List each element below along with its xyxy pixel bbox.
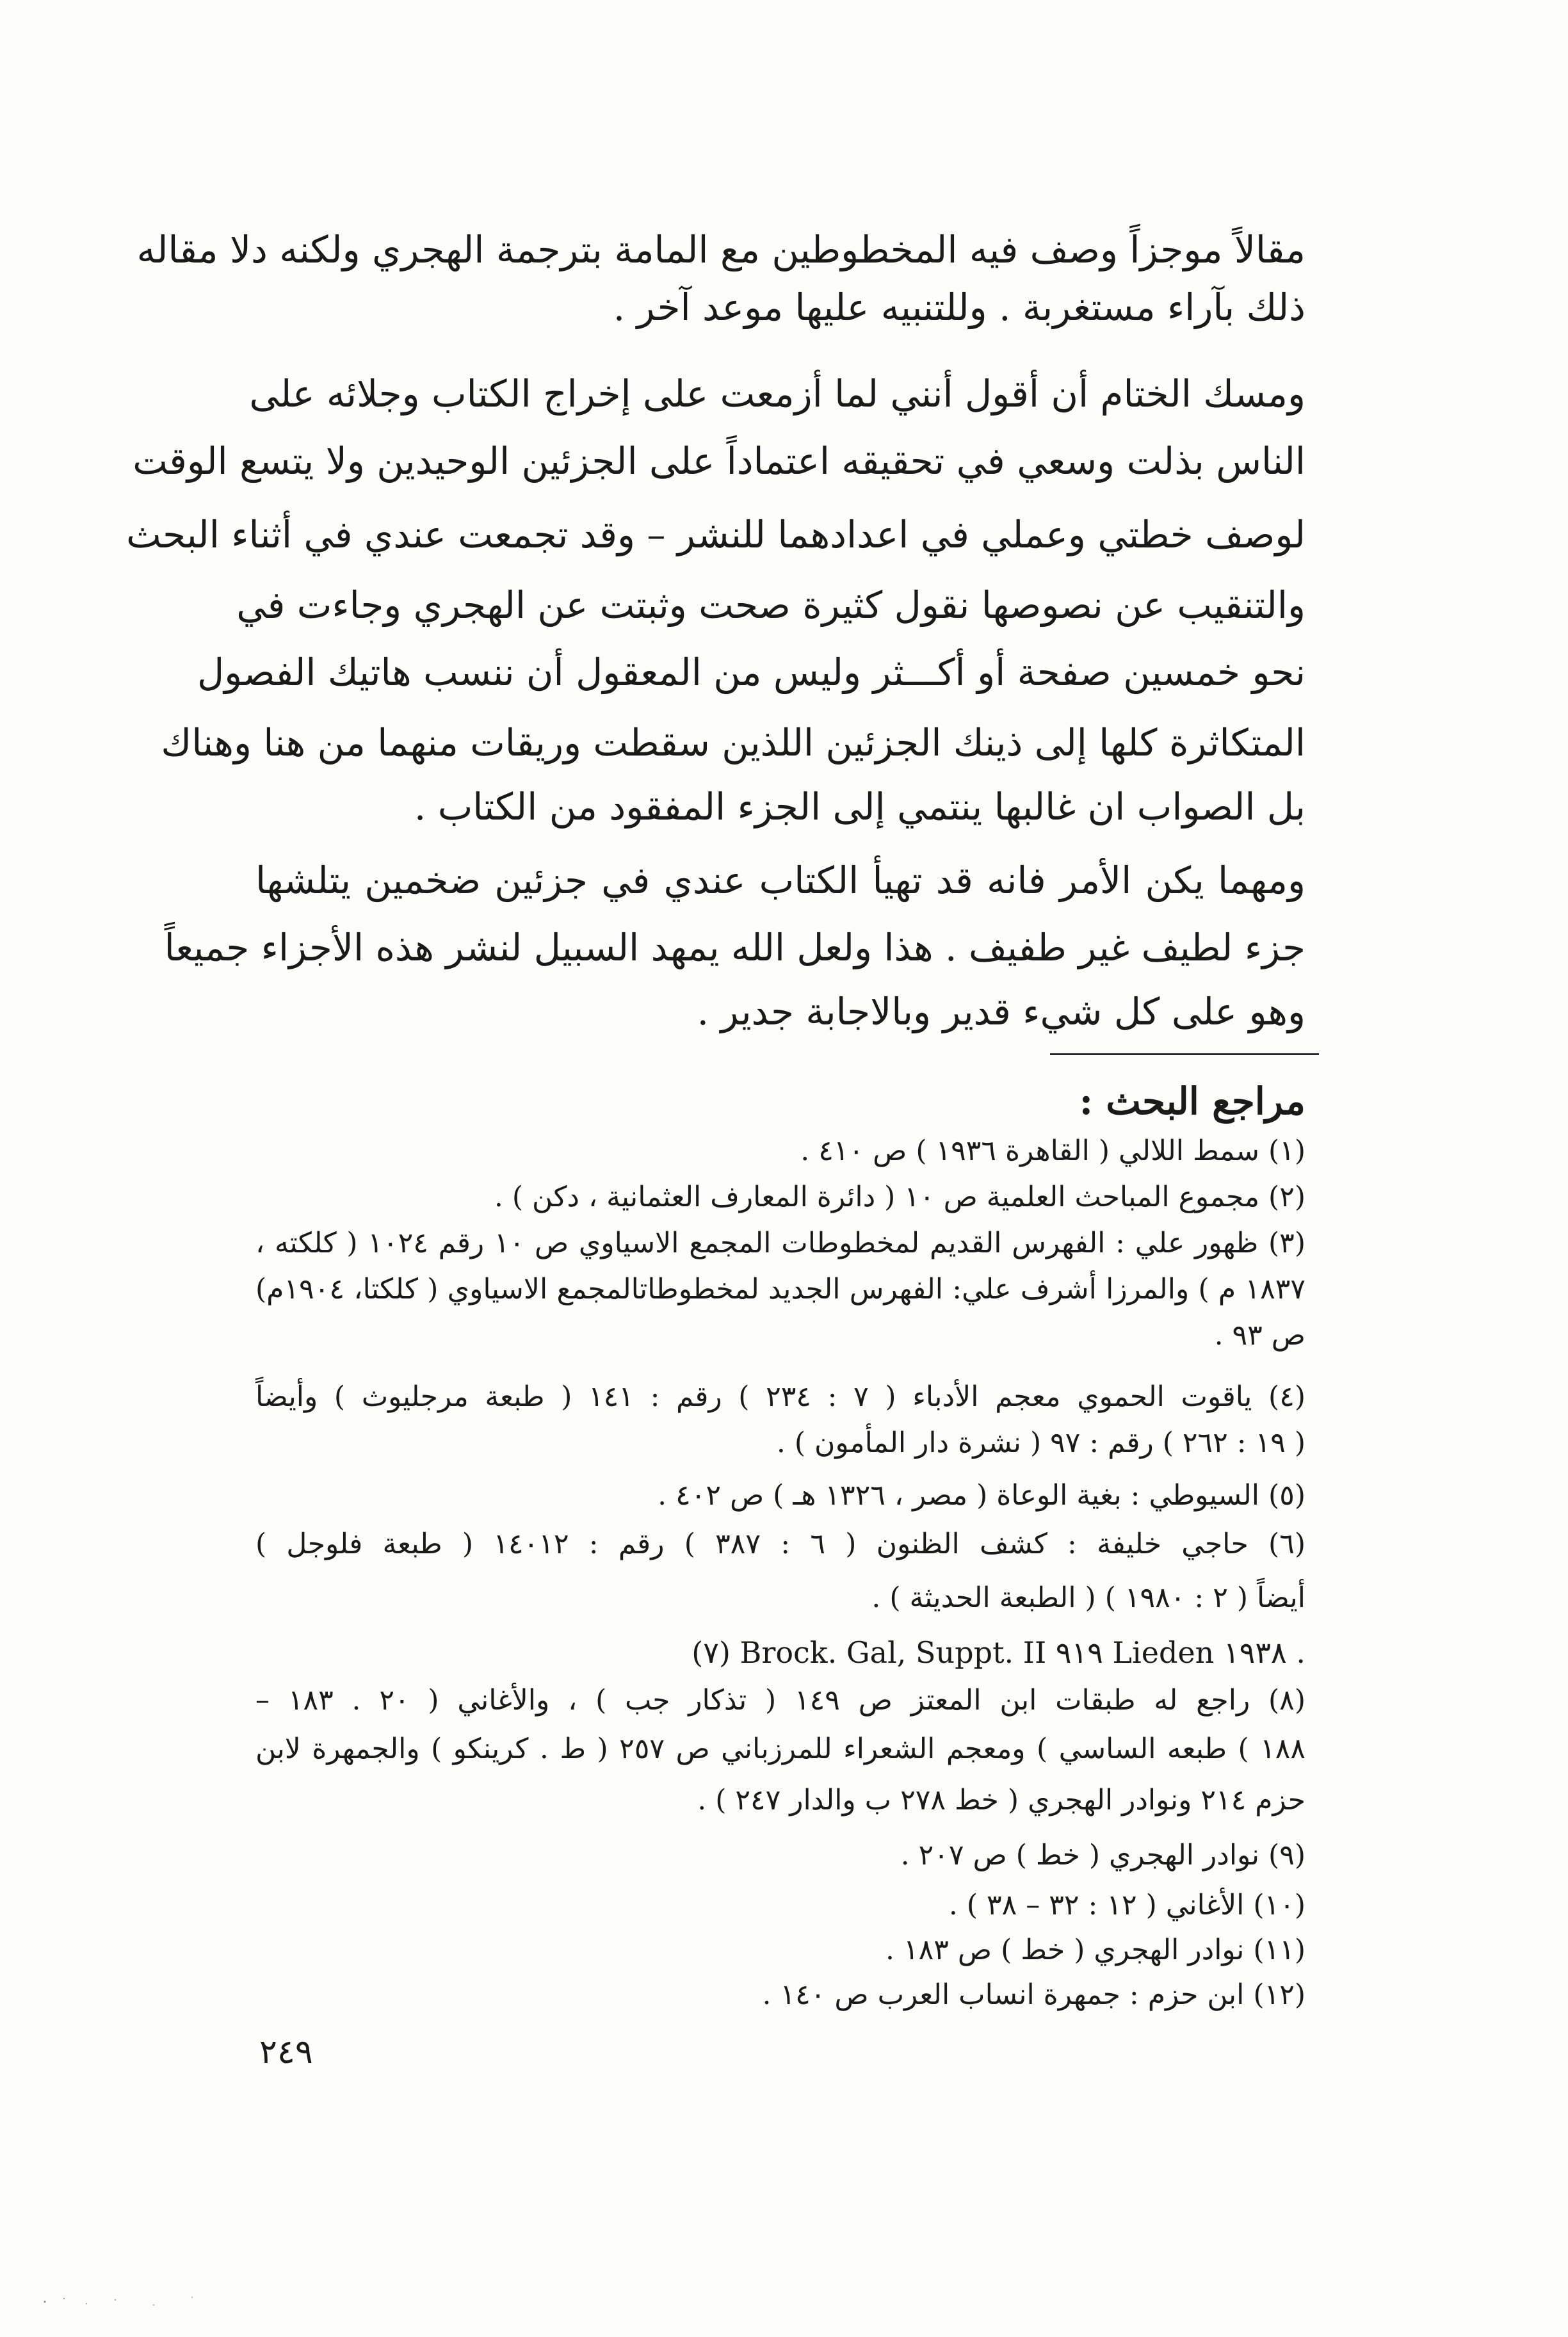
body-line: ذلك بآراء مستغربة . وللتنبيه عليها موعد آخر . xyxy=(613,286,1305,329)
reference-line: (٦) حاجي خليفة : كشف الظنون ( ٦ : ٣٨٧ ) رقم : ١٤٠١٢ ( طبعة فلوجل ) xyxy=(255,1528,1306,1560)
reference-line: (١) سمط اللالي ( القاهرة ١٩٣٦ ) ص ٤١٠ . xyxy=(800,1135,1305,1167)
references-heading: مراجع البحث : xyxy=(1079,1080,1305,1123)
reference-line: (١١) نوادر الهجري ( خط ) ص ١٨٣ . xyxy=(885,1934,1305,1966)
body-line: مقالاً موجزاً وصف فيه المخطوطين مع المامة بترجمة الهجري ولكنه دلا مقاله xyxy=(136,228,1305,271)
scan-noise xyxy=(38,2292,230,2311)
reference-line: ١٨٣٧ م ) والمرزا أشرف علي: الفهرس الجديد لمخطوطاتالمجمع الاسياوي ( كلكتا، ١٩٠٤م) xyxy=(255,1273,1305,1306)
body-line: لوصف خطتي وعملي في اعدادهما للنشر – وقد تجمعت عندي في أثناء البحث xyxy=(126,513,1305,556)
reference-line: (٥) السيوطي : بغية الوعاة ( مصر ، ١٣٢٦ هـ ) ص ٤٠٢ . xyxy=(658,1479,1305,1512)
body-line: نحو خمسين صفحة أو أكـــثر وليس من المعقول أن ننسب هاتيك الفصول xyxy=(197,651,1305,694)
reference-line: (١٢) ابن حزم : جمهرة انساب العرب ص ١٤٠ . xyxy=(762,1978,1305,2011)
reference-line: ( ١٩ : ٢٦٢ ) رقم : ٩٧ ( نشرة دار المأمون ) . xyxy=(776,1427,1305,1459)
reference-line: (٤) ياقوت الحموي معجم الأدباء ( ٧ : ٢٣٤ ) رقم : ١٤١ ( طبعة مرجليوث ) وأيضاً xyxy=(255,1380,1306,1413)
page-number: ٢٤٩ xyxy=(259,2033,313,2071)
body-line: وهو على كل شيء قدير وبالاجابة جدير . xyxy=(697,990,1305,1033)
reference-line: حزم ٢١٤ ونوادر الهجري ( خط ٢٧٨ ب والدار ٢٤٧ ) . xyxy=(697,1784,1305,1816)
body-line: الناس بذلت وسعي في تحقيقه اعتماداً على الجزئين الوحيدين ولا يتسع الوقت xyxy=(133,439,1305,483)
body-line: بل الصواب ان غالبها ينتمي إلى الجزء المفقود من الكتاب . xyxy=(414,785,1305,829)
reference-line: (٣) ظهور علي : الفهرس القديم لمخطوطات المجمع الاسياوي ص ١٠ رقم ١٠٢٤ ( كلكته ، xyxy=(255,1227,1305,1259)
reference-line: (١٠) الأغاني ( ١٢ : ٣٢ – ٣٨ ) . xyxy=(948,1889,1305,1921)
reference-line: (٧) Brock. Gal, Suppt. II ٩١٩ Lieden ١٩٣٨ . xyxy=(691,1635,1305,1670)
reference-line: ص ٩٣ . xyxy=(1214,1319,1305,1352)
reference-line: (٩) نوادر الهجري ( خط ) ص ٢٠٧ . xyxy=(900,1839,1305,1872)
body-line: والتنقيب عن نصوصها نقول كثيرة صحت وثبتت عن الهجري وجاءت في xyxy=(236,583,1305,627)
reference-line: ١٨٨ ) طبعه الساسي ) ومعجم الشعراء للمرزباني ص ٢٥٧ ( ط . كرينكو ) والجمهرة لابن xyxy=(255,1733,1305,1765)
body-line: المتكاثرة كلها إلى ذينك الجزئين اللذين سقطت وريقات منهما من هنا وهناك xyxy=(161,721,1305,764)
reference-line: أيضاً ( ٢ : ١٩٨٠ ) ( الطبعة الحديثة ) . xyxy=(871,1581,1305,1614)
body-line: ومسك الختام أن أقول أنني لما أزمعت على إخراج الكتاب وجلائه على xyxy=(249,372,1305,416)
body-line: ومهما يكن الأمر فانه قد تهيأ الكتاب عندي في جزئين ضخمين يتلشها xyxy=(255,859,1305,902)
section-divider xyxy=(1050,1053,1319,1055)
body-line: جزء لطيف غير طفيف . هذا ولعل الله يمهد السبيل لنشر هذه الأجزاء جميعاً xyxy=(164,926,1305,969)
reference-line: (٢) مجموع المباحث العلمية ص ١٠ ( دائرة المعارف العثمانية ، دكن ) . xyxy=(494,1181,1305,1213)
reference-line: (٨) راجع له طبقات ابن المعتز ص ١٤٩ ( تذكار جب ) ، والأغاني ( ٢٠ . ١٨٣ – xyxy=(255,1684,1305,1717)
